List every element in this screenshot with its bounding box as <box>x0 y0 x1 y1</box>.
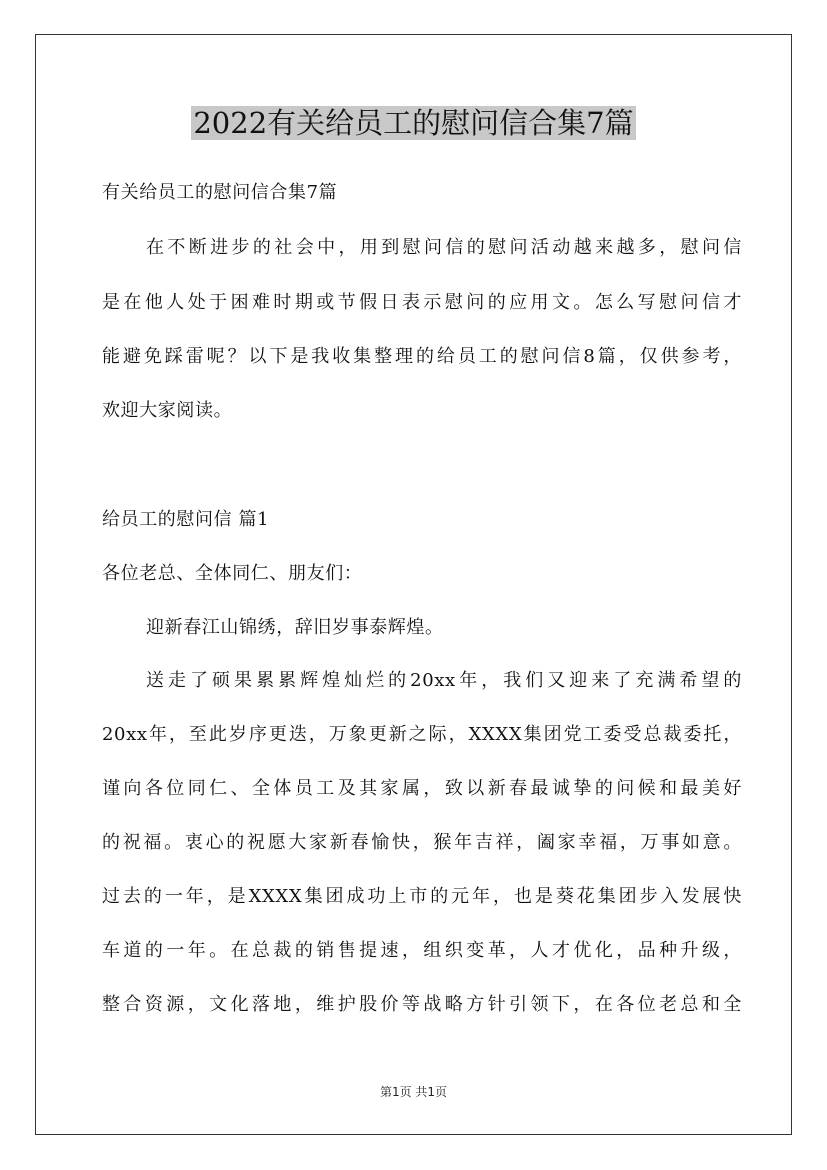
body-line: 整合资源，文化落地，维护股价等战略方针引领下，在各位老总和全 <box>102 994 742 1015</box>
section-heading: 给员工的慰问信 篇1 <box>102 509 270 530</box>
intro-line: 是在他人处于困难时期或节假日表示慰问的应用文。怎么写慰问信才 <box>102 292 742 313</box>
body-line: 车道的一年。在总裁的销售提速，组织变革，人才优化，品种升级， <box>102 940 742 961</box>
page-number: 第1页 共1页 <box>379 1085 448 1099</box>
greeting-line: 迎新春江山锦绣，辞旧岁事泰辉煌。 <box>146 617 444 638</box>
intro-line: 在不断进步的社会中，用到慰问信的慰问活动越来越多，慰问信 <box>146 237 742 258</box>
salutation: 各位老总、全体同仁、朋友们： <box>102 563 363 584</box>
document-title-text: 2022有关给员工的慰问信合集7篇 <box>193 106 634 140</box>
document-subtitle: 有关给员工的慰问信合集7篇 <box>102 182 338 203</box>
body-line: 的祝福。衷心的祝愿大家新春愉快，猴年吉祥，阖家幸福，万事如意。 <box>102 832 742 853</box>
intro-line: 欢迎大家阅读。 <box>102 400 233 421</box>
body-line: 送走了硕果累累辉煌灿烂的20xx年，我们又迎来了充满希望的 <box>146 670 742 691</box>
body-line: 谨向各位同仁、全体员工及其家属，致以新春最诚挚的问候和最美好 <box>102 778 742 799</box>
body-line: 过去的一年，是XXXX集团成功上市的元年，也是葵花集团步入发展快 <box>102 886 742 907</box>
body-line: 20xx年，至此岁序更迭，万象更新之际，XXXX集团党工委受总裁委托， <box>102 724 742 745</box>
document-title <box>0 102 827 144</box>
intro-line: 能避免踩雷呢？以下是我收集整理的给员工的慰问信8篇，仅供参考， <box>102 346 742 367</box>
